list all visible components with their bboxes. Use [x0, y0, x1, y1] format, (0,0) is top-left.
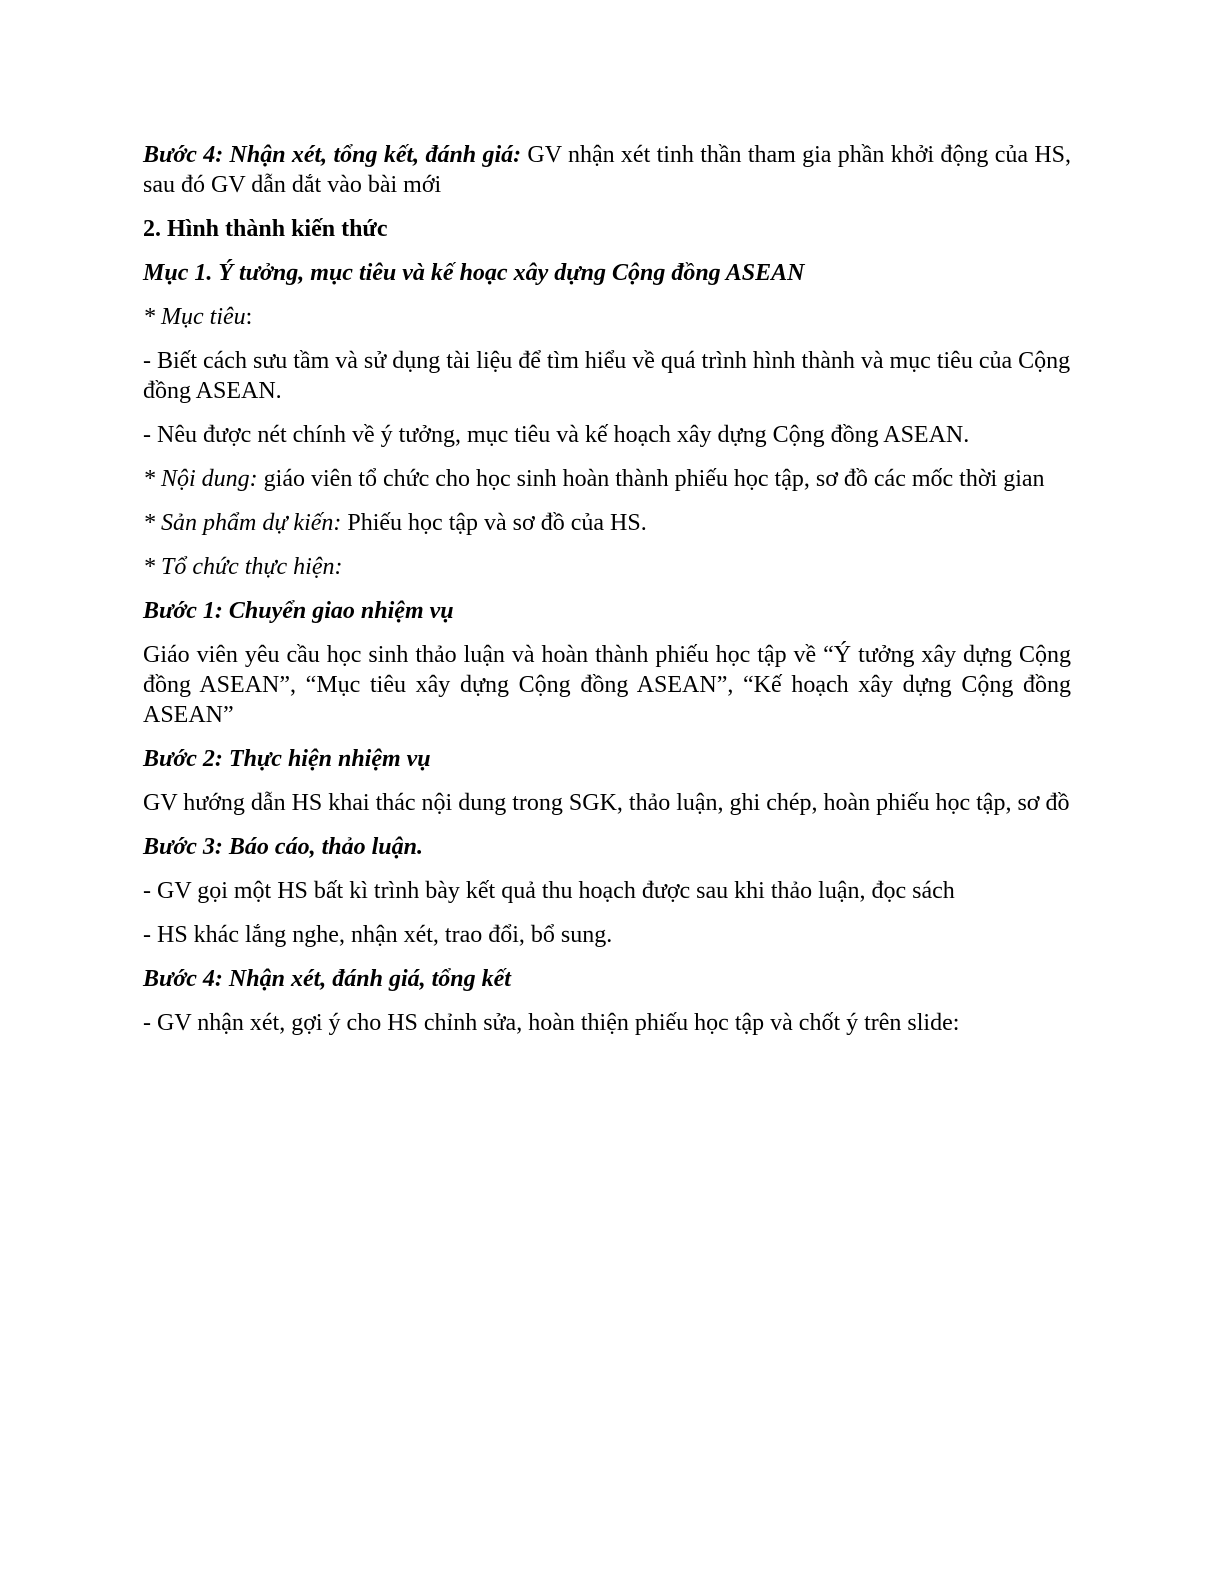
objective-label: * Mục tiêu	[143, 304, 246, 330]
product-text: Phiếu học tập và sơ đồ của HS.	[341, 510, 647, 536]
step2-heading: Bước 2: Thực hiện nhiệm vụ	[143, 746, 431, 772]
objective-colon: :	[245, 304, 253, 330]
document-page	[143, 140, 1071, 1052]
objective-item-1: - Biết cách sưu tầm và sử dụng tài liệu để tìm hiểu về quá trình hình thành và mục tiêu của Cộng đồng ASEAN.	[143, 348, 1071, 404]
step1-text: Giáo viên yêu cầu học sinh thảo luận và hoàn thành phiếu học tập về “Ý tưởng xây dựng Cộng đồng ASEAN”, “Mục tiêu xây dựng Cộng đồng ASEAN”, “Kế hoạch xây dựng Cộng đồng ASEAN”	[143, 642, 1071, 728]
step4-intro-text: GV nhận xét tinh thần tham gia phần khởi động của HS, sau đó GV dẫn dắt vào bài mới	[143, 142, 1071, 198]
step1-heading: Bước 1: Chuyển giao nhiệm vụ	[143, 598, 454, 624]
content-text: giáo viên tổ chức cho học sinh hoàn thành phiếu học tập, sơ đồ các mốc thời gian	[257, 466, 1045, 492]
product-label: * Sản phẩm dự kiến:	[143, 510, 342, 536]
content-label: * Nội dung:	[143, 466, 258, 492]
objective-item-2: - Nêu được nét chính về ý tưởng, mục tiêu và kế hoạch xây dựng Cộng đồng ASEAN.	[143, 422, 970, 448]
step3-item-2: - HS khác lắng nghe, nhận xét, trao đổi, bổ sung.	[143, 922, 613, 948]
step2-text: GV hướng dẫn HS khai thác nội dung trong SGK, thảo luận, ghi chép, hoàn phiếu học tập, sơ đồ	[143, 790, 1070, 816]
step4-item-1: - GV nhận xét, gợi ý cho HS chỉnh sửa, hoàn thiện phiếu học tập và chốt ý trên slide:	[143, 1010, 960, 1036]
step4-intro-label: Bước 4: Nhận xét, tổng kết, đánh giá:	[143, 142, 522, 168]
step3-item-1: - GV gọi một HS bất kì trình bày kết quả thu hoạch được sau khi thảo luận, đọc sách	[143, 878, 955, 904]
objective-label-line	[143, 302, 1071, 332]
step4-heading: Bước 4: Nhận xét, đánh giá, tổng kết	[143, 966, 511, 992]
section-heading: 2. Hình thành kiến thức	[143, 216, 388, 242]
step3-heading: Bước 3: Báo cáo, thảo luận.	[143, 834, 423, 860]
paragraph-step4-intro	[143, 140, 1071, 200]
content-paragraph	[143, 464, 1071, 494]
organize-label: * Tổ chức thực hiện:	[143, 554, 343, 580]
product-paragraph	[143, 508, 1071, 538]
subsection-heading: Mục 1. Ý tưởng, mục tiêu và kế hoạc xây dựng Cộng đồng ASEAN	[143, 260, 805, 286]
